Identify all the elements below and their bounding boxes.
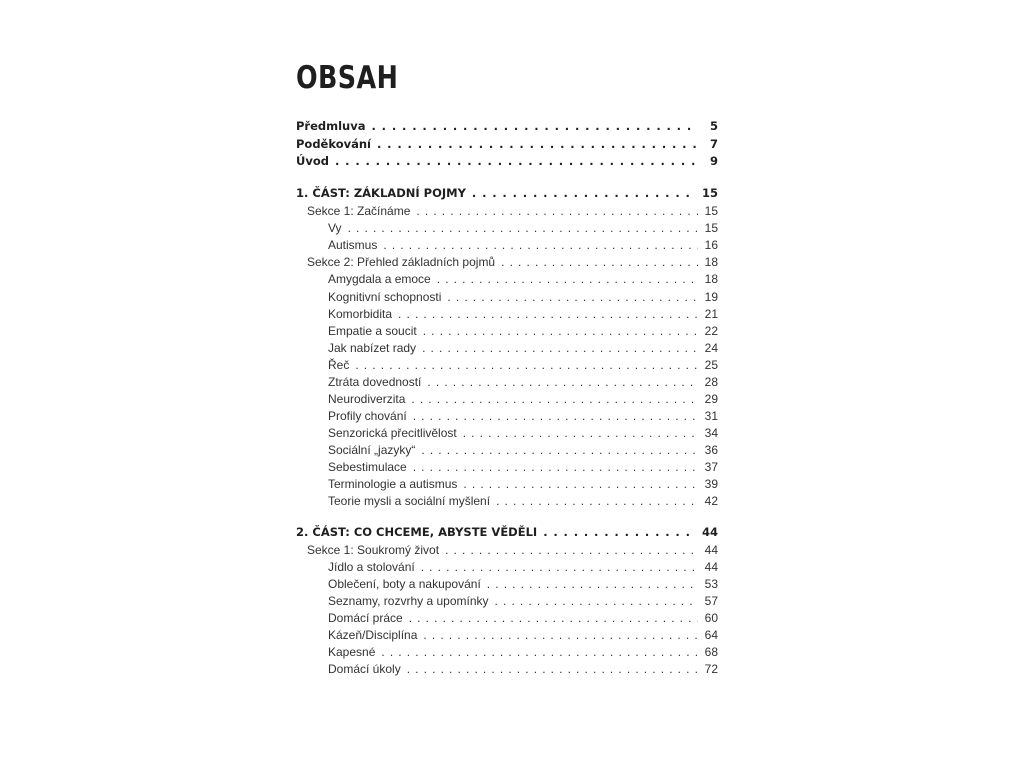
toc-entry-page-number: 44 bbox=[704, 560, 718, 574]
toc-leader-dots bbox=[445, 541, 698, 559]
toc-subsection-entry bbox=[296, 660, 718, 678]
toc-entry-label: Sekce 1: Soukromý život bbox=[307, 543, 440, 557]
toc-entry-page-number: 68 bbox=[704, 645, 718, 659]
toc-leader-dots bbox=[413, 458, 698, 476]
toc-subsection-entry bbox=[296, 441, 718, 459]
toc-entry-page-number: 44 bbox=[704, 543, 718, 557]
toc-leader-dots bbox=[416, 202, 698, 220]
toc-entry-label: 2. ČÁST: CO CHCEME, ABYSTE VĚDĚLI bbox=[296, 525, 538, 539]
toc-entry-label: Oblečení, boty a nakupování bbox=[328, 577, 481, 591]
toc-entry-page-number: 24 bbox=[704, 341, 718, 355]
toc-leader-dots bbox=[335, 152, 698, 170]
toc-entry-page-number: 9 bbox=[709, 154, 718, 168]
page-title: OBSAH bbox=[296, 60, 399, 96]
toc-entry-label: Předmluva bbox=[296, 119, 366, 133]
toc-subsection-entry bbox=[296, 643, 718, 661]
toc-entry-page-number: 44 bbox=[701, 525, 718, 539]
toc-entry-label: Sekce 2: Přehled základních pojmů bbox=[307, 255, 496, 269]
toc-entry-label: Seznamy, rozvrhy a upomínky bbox=[328, 594, 489, 608]
toc-subsection-entry bbox=[296, 373, 718, 391]
toc-entry-page-number: 28 bbox=[704, 375, 718, 389]
toc-leader-dots bbox=[411, 390, 698, 408]
toc-leader-dots bbox=[427, 373, 698, 391]
toc-leader-dots bbox=[463, 475, 698, 493]
toc-leader-dots bbox=[495, 592, 698, 610]
toc-leader-dots bbox=[543, 523, 696, 541]
toc-entry-page-number: 34 bbox=[704, 426, 718, 440]
toc-leader-dots bbox=[398, 305, 698, 323]
toc-entry-page-number: 16 bbox=[704, 238, 718, 252]
toc-leader-dots bbox=[463, 424, 698, 442]
toc-entry-label: Domácí úkoly bbox=[328, 662, 401, 676]
toc-entry-page-number: 5 bbox=[709, 119, 718, 133]
toc-leader-dots bbox=[409, 609, 698, 627]
toc-entry-label: Neurodiverzita bbox=[328, 392, 406, 406]
toc-subsection-entry bbox=[296, 458, 718, 476]
toc-entry-page-number: 36 bbox=[704, 443, 718, 457]
toc-entry-page-number: 15 bbox=[704, 221, 718, 235]
toc-entry-label: Sekce 1: Začínáme bbox=[307, 204, 411, 218]
toc-subsection-entry bbox=[296, 322, 718, 340]
toc-leader-dots bbox=[421, 441, 698, 459]
toc-entry-label: Kapesné bbox=[328, 645, 376, 659]
toc-entry-page-number: 31 bbox=[704, 409, 718, 423]
toc-part-entry bbox=[296, 135, 718, 153]
toc-section-entry bbox=[296, 253, 718, 271]
toc-subsection-entry bbox=[296, 270, 718, 288]
toc-leader-dots bbox=[372, 117, 699, 135]
toc-entry-label: Autismus bbox=[328, 238, 378, 252]
toc-entry-page-number: 19 bbox=[704, 290, 718, 304]
toc-leader-dots bbox=[423, 626, 698, 644]
toc-entry-page-number: 57 bbox=[704, 594, 718, 608]
toc-entry-label: Jídlo a stolování bbox=[328, 560, 415, 574]
toc-subsection-entry bbox=[296, 305, 718, 323]
toc-leader-dots bbox=[348, 219, 698, 237]
toc-entry-page-number: 22 bbox=[704, 324, 718, 338]
toc-entry-label: Domácí práce bbox=[328, 611, 403, 625]
toc-entry-page-number: 53 bbox=[704, 577, 718, 591]
toc-entry-page-number: 42 bbox=[704, 494, 718, 508]
toc-entry-label: Poděkování bbox=[296, 137, 371, 151]
toc-leader-dots bbox=[407, 660, 698, 678]
toc-subsection-entry bbox=[296, 356, 718, 374]
toc-leader-dots bbox=[487, 575, 698, 593]
toc-subsection-entry bbox=[296, 236, 718, 254]
toc-leader-dots bbox=[496, 492, 698, 510]
toc-leader-dots bbox=[413, 407, 698, 425]
toc-leader-dots bbox=[421, 558, 698, 576]
toc-leader-dots bbox=[501, 253, 698, 271]
toc-entry-label: Jak nabízet rady bbox=[328, 341, 417, 355]
toc-subsection-entry bbox=[296, 288, 718, 306]
toc-entry-page-number: 25 bbox=[704, 358, 718, 372]
toc-entry-page-number: 29 bbox=[704, 392, 718, 406]
toc-leader-dots bbox=[437, 270, 698, 288]
toc-section-entry bbox=[296, 202, 718, 220]
toc-entry-label: 1. ČÁST: ZÁKLADNÍ POJMY bbox=[296, 186, 466, 200]
toc-leader-dots bbox=[377, 135, 698, 153]
toc-entry-label: Profily chování bbox=[328, 409, 407, 423]
toc-entry-label: Senzorická přecitlivělost bbox=[328, 426, 457, 440]
toc-entry-label: Empatie a soucit bbox=[328, 324, 417, 338]
toc-leader-dots bbox=[447, 288, 698, 306]
toc-entry-page-number: 21 bbox=[704, 307, 718, 321]
toc-entry-page-number: 64 bbox=[704, 628, 718, 642]
toc-entry-page-number: 18 bbox=[704, 255, 718, 269]
toc-entry-label: Úvod bbox=[296, 154, 329, 168]
toc-subsection-entry bbox=[296, 390, 718, 408]
toc-subsection-entry bbox=[296, 592, 718, 610]
toc-leader-dots bbox=[472, 184, 696, 202]
toc-subsection-entry bbox=[296, 558, 718, 576]
toc-entry-label: Sebestimulace bbox=[328, 460, 407, 474]
toc-entry-label: Kázeň/Disciplína bbox=[328, 628, 418, 642]
toc-entry-page-number: 39 bbox=[704, 477, 718, 491]
toc-entry-page-number: 7 bbox=[709, 137, 718, 151]
toc-subsection-entry bbox=[296, 492, 718, 510]
toc-entry-label: Řeč bbox=[328, 358, 350, 372]
toc-subsection-entry bbox=[296, 575, 718, 593]
toc-part-entry bbox=[296, 523, 718, 541]
toc-subsection-entry bbox=[296, 219, 718, 237]
toc-entry-page-number: 15 bbox=[704, 204, 718, 218]
toc-subsection-entry bbox=[296, 626, 718, 644]
toc-entry-page-number: 37 bbox=[704, 460, 718, 474]
toc-leader-dots bbox=[383, 236, 698, 254]
toc-subsection-entry bbox=[296, 407, 718, 425]
toc-part-entry bbox=[296, 152, 718, 170]
toc-entry-label: Amygdala a emoce bbox=[328, 272, 431, 286]
toc-subsection-entry bbox=[296, 609, 718, 627]
toc-entry-label: Kognitivní schopnosti bbox=[328, 290, 442, 304]
toc-entry-page-number: 60 bbox=[704, 611, 718, 625]
toc-part-entry bbox=[296, 117, 718, 135]
toc-subsection-entry bbox=[296, 424, 718, 442]
toc-leader-dots bbox=[423, 322, 698, 340]
toc-part-entry bbox=[296, 184, 718, 202]
toc-entry-label: Teorie mysli a sociální myšlení bbox=[328, 494, 491, 508]
toc-leader-dots bbox=[355, 356, 698, 374]
toc-leader-dots bbox=[381, 643, 698, 661]
toc-entry-label: Vy bbox=[328, 221, 342, 235]
toc-subsection-entry bbox=[296, 339, 718, 357]
toc-entry-page-number: 72 bbox=[704, 662, 718, 676]
toc-entry-label: Komorbidita bbox=[328, 307, 393, 321]
toc-leader-dots bbox=[422, 339, 698, 357]
toc-entry-label: Sociální „jazyky“ bbox=[328, 443, 416, 457]
toc-section-entry bbox=[296, 541, 718, 559]
toc-entry-page-number: 15 bbox=[701, 186, 718, 200]
toc-subsection-entry bbox=[296, 475, 718, 493]
toc-entry-label: Terminologie a autismus bbox=[328, 477, 458, 491]
toc-entry-page-number: 18 bbox=[704, 272, 718, 286]
toc-entry-label: Ztráta dovedností bbox=[328, 375, 422, 389]
